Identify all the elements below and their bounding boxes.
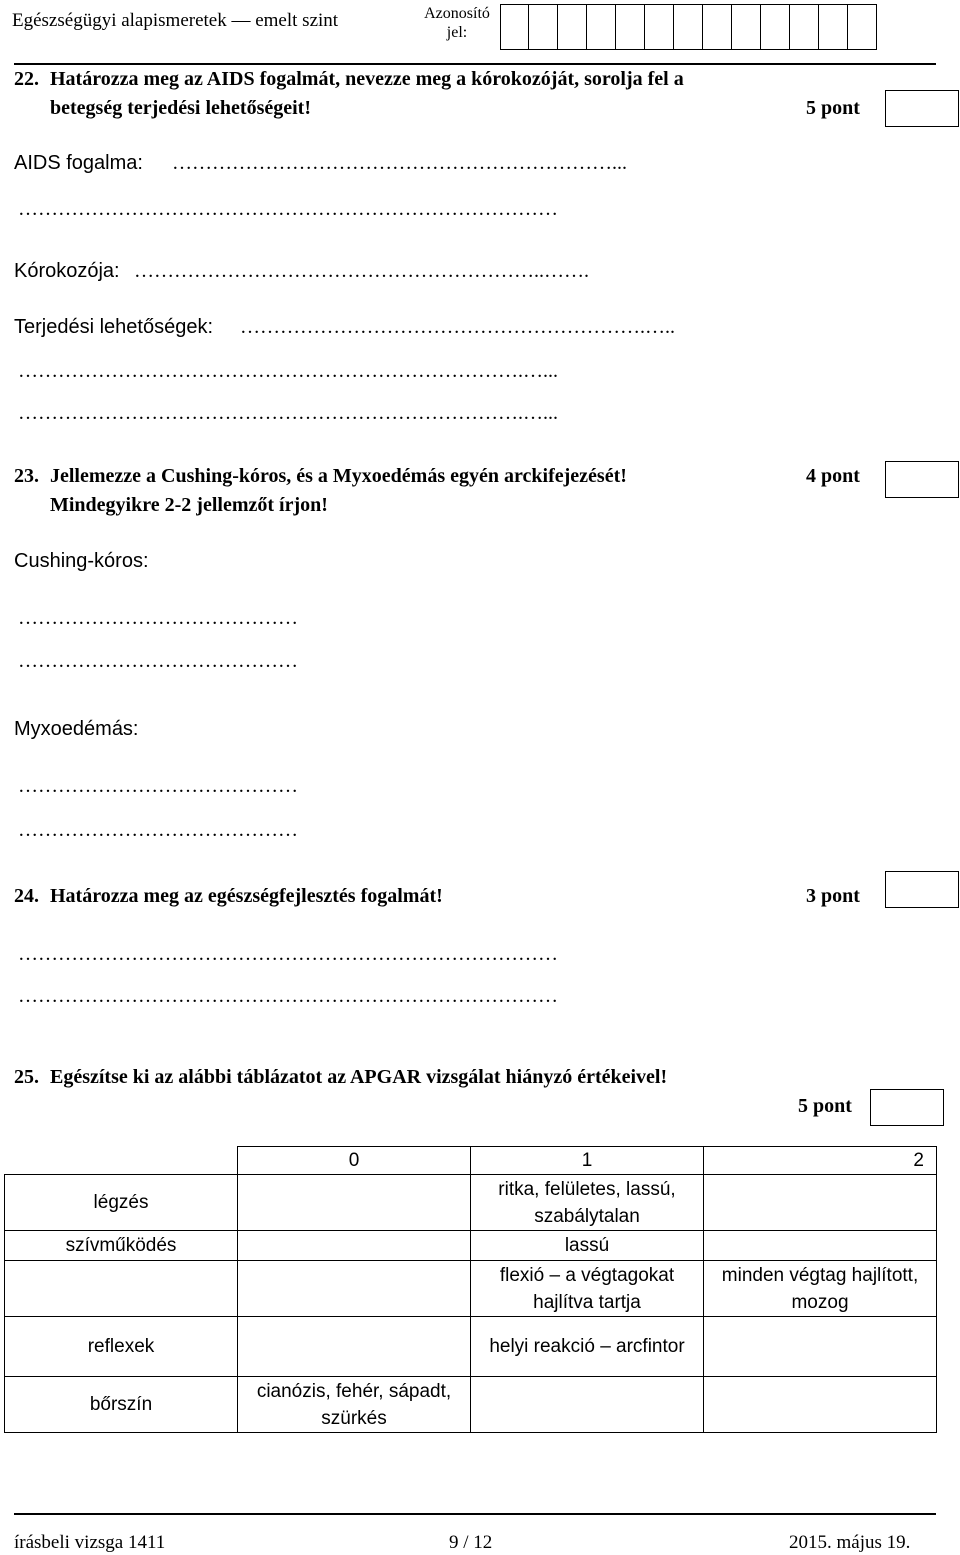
table-cell: flexió – a végtagokat hajlítva tartja (471, 1261, 704, 1317)
table-cell-empty[interactable] (471, 1377, 704, 1433)
q23-number: 23. (14, 465, 39, 487)
id-box[interactable] (732, 4, 761, 50)
table-cell-empty[interactable] (238, 1317, 471, 1377)
table-cell-empty[interactable] (238, 1231, 471, 1261)
table-row (5, 1175, 937, 1231)
myx-answer-line[interactable]: …………………………………… (18, 775, 298, 797)
id-box[interactable] (645, 4, 674, 50)
apgar-table (4, 1146, 937, 1433)
q22-points: 5 pont (806, 97, 860, 119)
footer-exam-code: írásbeli vizsga 1411 (14, 1532, 166, 1553)
footer-divider (14, 1513, 936, 1515)
table-row (5, 1147, 937, 1175)
table-cell (5, 1147, 238, 1175)
q24-answer-line[interactable]: ……………………………………………………………………… (18, 985, 558, 1007)
table-cell-empty[interactable] (238, 1175, 471, 1231)
id-box[interactable] (616, 4, 645, 50)
page-header-title: Egészségügyi alapismeretek — emelt szint (12, 10, 339, 31)
id-box[interactable] (500, 4, 529, 50)
table-cell: helyi reakció – arcfintor (471, 1317, 704, 1377)
q22-text-line1: Határozza meg az AIDS fogalmát, nevezze meg a kórokozóját, sorolja fel a (50, 68, 684, 90)
q25-points: 5 pont (798, 1095, 852, 1117)
table-header-cell: 1 (471, 1147, 704, 1175)
aids-answer-line[interactable]: ……………………………………………………………………… (18, 198, 558, 220)
q22-score-box[interactable] (885, 90, 959, 127)
table-cell-empty[interactable] (704, 1377, 937, 1433)
q25-text: Egészítse ki az alábbi táblázatot az APGAR vizsgálat hiányzó értékeivel! (50, 1066, 668, 1088)
myx-answer-line[interactable]: …………………………………… (18, 819, 298, 841)
id-box[interactable] (848, 4, 877, 50)
id-box[interactable] (558, 4, 587, 50)
table-cell: ritka, felületes, lassú, szabálytalan (471, 1175, 704, 1231)
spread-answer-line[interactable]: ………………………………………………………………….…... (18, 402, 558, 424)
table-header-cell: 0 (238, 1147, 471, 1175)
cushing-label: Cushing-kóros: (14, 550, 149, 572)
aids-answer-line[interactable]: …………………………………………………………... (172, 152, 627, 174)
q24-score-box[interactable] (885, 871, 959, 908)
table-cell-empty[interactable] (704, 1231, 937, 1261)
q25-score-box[interactable] (870, 1089, 944, 1126)
table-row (5, 1317, 937, 1377)
myx-label: Myxoedémás: (14, 718, 139, 740)
table-cell-empty[interactable] (238, 1261, 471, 1317)
q23-text-line1: Jellemezze a Cushing-kóros, és a Myxoedémás egyén arckifejezését! (50, 465, 627, 487)
cushing-answer-line[interactable]: …………………………………… (18, 607, 298, 629)
id-boxes[interactable] (500, 4, 877, 50)
q24-text: Határozza meg az egészségfejlesztés fogalmát! (50, 885, 443, 907)
cushing-answer-line[interactable]: …………………………………… (18, 650, 298, 672)
id-box[interactable] (529, 4, 558, 50)
q22-number: 22. (14, 68, 39, 90)
table-cell: cianózis, fehér, sápadt, szürkés (238, 1377, 471, 1433)
header-divider (14, 63, 936, 65)
spread-label: Terjedési lehetőségek: (14, 316, 214, 338)
aids-label: AIDS fogalma: (14, 152, 143, 174)
table-row (5, 1377, 937, 1433)
spread-answer-line[interactable]: ………………………………………………………………….…... (18, 360, 558, 382)
table-cell: minden végtag hajlított, mozog (704, 1261, 937, 1317)
id-label: Azonosító jel: (424, 5, 490, 41)
table-header-cell: 2 (704, 1147, 937, 1175)
pathogen-answer-line[interactable]: ……………………………………………………..……. (134, 260, 589, 282)
id-box[interactable] (790, 4, 819, 50)
table-cell: lassú (471, 1231, 704, 1261)
table-cell-empty[interactable] (704, 1317, 937, 1377)
table-row-header-empty[interactable] (5, 1261, 238, 1317)
table-row (5, 1231, 937, 1261)
footer-page-number: 9 / 12 (449, 1532, 493, 1553)
table-cell-empty[interactable] (704, 1175, 937, 1231)
spread-answer-line[interactable]: …………………………………………………….….. (240, 316, 675, 338)
id-box[interactable] (703, 4, 732, 50)
id-box[interactable] (587, 4, 616, 50)
table-row (5, 1261, 937, 1317)
pathogen-label: Kórokozója: (14, 260, 120, 282)
table-row-header: bőrszín (5, 1377, 238, 1433)
q25-number: 25. (14, 1066, 39, 1088)
table-row-header: szívműködés (5, 1231, 238, 1261)
q22-text-line2: betegség terjedési lehetőségeit! (50, 97, 311, 119)
id-box[interactable] (819, 4, 848, 50)
q24-number: 24. (14, 885, 39, 907)
q23-points: 4 pont (806, 465, 860, 487)
footer-date: 2015. május 19. (789, 1532, 911, 1553)
table-row-header: légzés (5, 1175, 238, 1231)
q24-answer-line[interactable]: ……………………………………………………………………… (18, 943, 558, 965)
q23-score-box[interactable] (885, 461, 959, 498)
table-row-header: reflexek (5, 1317, 238, 1377)
q24-points: 3 pont (806, 885, 860, 907)
id-box[interactable] (761, 4, 790, 50)
q23-text-line2: Mindegyikre 2-2 jellemzőt írjon! (50, 494, 328, 516)
id-box[interactable] (674, 4, 703, 50)
